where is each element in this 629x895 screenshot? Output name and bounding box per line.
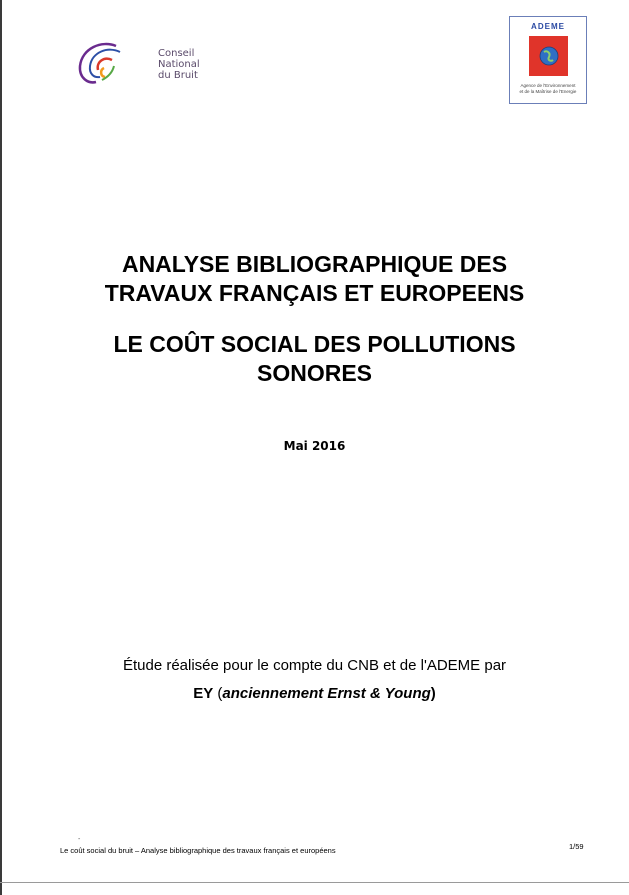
author-former-name: anciennement Ernst & Young <box>222 685 431 702</box>
page-number: 1/59 <box>569 842 584 851</box>
document-subtitle <box>0 330 629 388</box>
globe-icon <box>529 36 568 76</box>
cnb-swirl-icon <box>74 38 154 88</box>
cnb-name <box>158 48 200 81</box>
ademe-globe-square <box>529 36 568 76</box>
title-line-2: TRAVAUX FRANÇAIS ET EUROPEENS <box>104 280 525 306</box>
author-name: EY <box>193 685 214 702</box>
ademe-caption <box>513 83 583 95</box>
study-credit-line: Étude réalisée pour le compte du CNB et de l'ADEME par <box>122 657 507 674</box>
ademe-name: ADEME <box>531 22 565 31</box>
cnb-logo <box>74 38 214 88</box>
subtitle-line-2: SONORES <box>256 360 373 386</box>
cnb-line-2: National <box>158 59 200 70</box>
cnb-line-3: du Bruit <box>158 70 198 81</box>
author-paren-open: ( <box>213 685 223 702</box>
document-title <box>0 250 629 308</box>
footer-text: Le coût social du bruit – Analyse bibliographique des travaux français et européens <box>60 846 336 855</box>
author-line <box>0 685 629 702</box>
cnb-line-1: Conseil <box>158 48 195 59</box>
author-paren-close: ) <box>430 685 436 702</box>
title-line-1: ANALYSE BIBLIOGRAPHIQUE DES <box>121 251 508 277</box>
page-bottom-edge <box>0 882 629 883</box>
footer-mark: - <box>78 836 81 843</box>
publication-date: Mai 2016 <box>283 439 346 453</box>
ademe-caption-line-2: et de la Maîtrise de l'Energie <box>519 89 577 94</box>
ademe-logo <box>509 16 587 104</box>
subtitle-line-1: LE COÛT SOCIAL DES POLLUTIONS <box>113 331 516 357</box>
ademe-caption-line-1: Agence de l'Environnement <box>520 83 576 88</box>
